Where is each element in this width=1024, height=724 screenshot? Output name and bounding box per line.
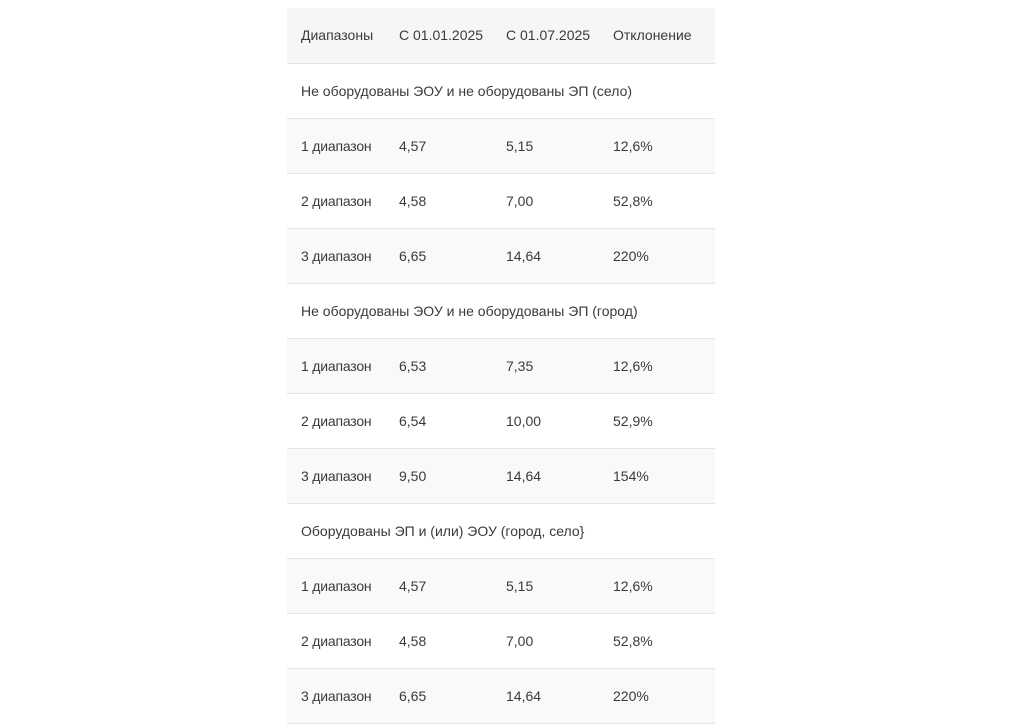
- table-row: [287, 448, 715, 503]
- section-title: Не оборудованы ЭОУ и не оборудованы ЭП (город): [287, 283, 715, 338]
- deviation-cell: 220%: [599, 668, 715, 723]
- range-cell: 2 диапазон: [287, 613, 385, 668]
- section-row: [287, 503, 715, 558]
- table-row: [287, 118, 715, 173]
- value-jan-cell: 6,54: [385, 393, 492, 448]
- section-row: [287, 283, 715, 338]
- range-cell: 1 диапазон: [287, 558, 385, 613]
- deviation-cell: 12,6%: [599, 118, 715, 173]
- value-jul-cell: 7,00: [492, 173, 599, 228]
- value-jul-cell: 10,00: [492, 393, 599, 448]
- table-row: [287, 668, 715, 723]
- range-cell: 3 диапазон: [287, 448, 385, 503]
- deviation-cell: 12,6%: [599, 338, 715, 393]
- section-title: Не оборудованы ЭОУ и не оборудованы ЭП (село): [287, 63, 715, 118]
- value-jul-cell: 14,64: [492, 228, 599, 283]
- table-header-row: [287, 8, 715, 63]
- value-jul-cell: 14,64: [492, 668, 599, 723]
- table-row: [287, 393, 715, 448]
- range-cell: 2 диапазон: [287, 173, 385, 228]
- deviation-cell: 52,8%: [599, 173, 715, 228]
- value-jan-cell: 4,58: [385, 173, 492, 228]
- value-jul-cell: 5,15: [492, 558, 599, 613]
- tariff-table-container: [287, 8, 715, 724]
- value-jul-cell: 5,15: [492, 118, 599, 173]
- value-jul-cell: 14,64: [492, 448, 599, 503]
- deviation-cell: 220%: [599, 228, 715, 283]
- deviation-cell: 52,9%: [599, 393, 715, 448]
- header-from-jul: С 01.07.2025: [492, 8, 599, 63]
- section-row: [287, 63, 715, 118]
- value-jul-cell: 7,35: [492, 338, 599, 393]
- range-cell: 1 диапазон: [287, 118, 385, 173]
- table-row: [287, 558, 715, 613]
- value-jan-cell: 4,57: [385, 118, 492, 173]
- range-cell: 3 диапазон: [287, 668, 385, 723]
- header-deviation: Отклонение: [599, 8, 715, 63]
- tariff-table: [287, 8, 715, 724]
- table-row: [287, 228, 715, 283]
- deviation-cell: 52,8%: [599, 613, 715, 668]
- value-jan-cell: 4,58: [385, 613, 492, 668]
- table-row: [287, 173, 715, 228]
- value-jan-cell: 6,65: [385, 668, 492, 723]
- value-jan-cell: 9,50: [385, 448, 492, 503]
- range-cell: 2 диапазон: [287, 393, 385, 448]
- section-title: Оборудованы ЭП и (или) ЭОУ (город, село}: [287, 503, 715, 558]
- header-from-jan: С 01.01.2025: [385, 8, 492, 63]
- deviation-cell: 154%: [599, 448, 715, 503]
- range-cell: 1 диапазон: [287, 338, 385, 393]
- table-row: [287, 338, 715, 393]
- value-jan-cell: 4,57: [385, 558, 492, 613]
- deviation-cell: 12,6%: [599, 558, 715, 613]
- range-cell: 3 диапазон: [287, 228, 385, 283]
- header-ranges: Диапазоны: [287, 8, 385, 63]
- value-jan-cell: 6,53: [385, 338, 492, 393]
- value-jan-cell: 6,65: [385, 228, 492, 283]
- table-row: [287, 613, 715, 668]
- value-jul-cell: 7,00: [492, 613, 599, 668]
